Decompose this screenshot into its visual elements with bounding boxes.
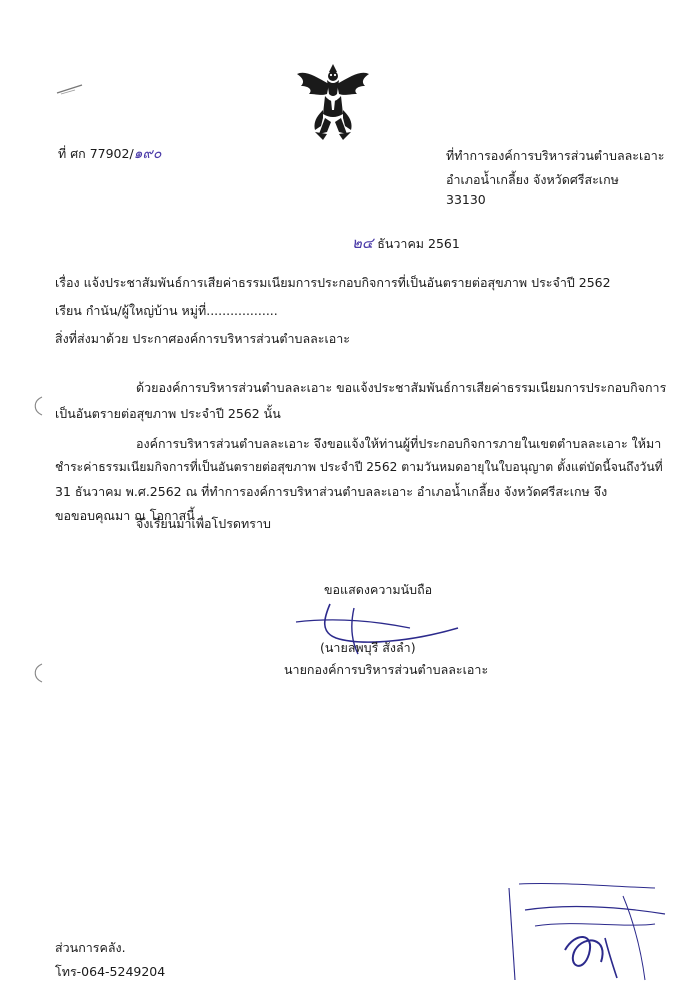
phone-number: โทร-064-5249204 [55,964,166,979]
recipient-line: เรียน กำนัน/ผู้ใหญ่บ้าน หมู่ที่.................. [55,303,278,318]
body-paragraph1-line2: เป็นอันตรายต่อสุขภาพ ประจำปี 2562 นั้น [55,406,281,421]
office-postcode: 33130 [446,192,486,207]
date-day-handwritten: ๒๔ [352,234,374,252]
initials-signature-icon [505,880,675,985]
signer-name: (นายลพบุรี สังลำ) [320,640,416,655]
subject-line: เรื่อง แจ้งประชาสัมพันธ์การเสียค่าธรรมเนียมการประกอบกิจการที่เป็นอันตรายต่อสุขภาพ ประจำปี 2562 [55,275,611,290]
punch-mark-lower [30,662,46,684]
document-date [352,231,460,255]
department-name: ส่วนการคลัง. [55,940,126,955]
reference-number [58,143,161,165]
body-paragraph2-line1: องค์การบริหารส่วนตำบลละเอาะ จึงขอแจ้งให้ท่านผู้ที่ประกอบกิจการภายในเขตตำบลละเอาะ ให้มา [136,436,662,451]
punch-mark-upper [30,395,46,417]
scan-mark-top-left [55,82,85,96]
reference-handwritten-number: ๑๙๐ [133,146,162,162]
body-paragraph2-line2: ชำระค่าธรรมเนียมกิจการที่เป็นอันตรายต่อสุขภาพ ประจำปี 2562 ตามวันหมดอายุในใบอนุญาต ตั้งแต่บัดนี้จนถึงวันที่ [55,460,663,474]
office-address-line1: ที่ทำการองค์การบริหารส่วนตำบลละเอาะ [446,148,665,163]
closing-salutation: ขอแสดงความนับถือ [324,582,433,597]
body-paragraph2-line3: 31 ธันวาคม พ.ศ.2562 ณ ที่ทำการองค์การบริหาส่วนตำบลละเอาะ อำเภอน้ำเกลี้ยง จังหวัดศรีสะเกษ จึง [55,484,608,499]
garuda-emblem-icon [293,60,373,142]
reference-prefix: ที่ ศก 77902/ [58,146,134,161]
signer-title: นายกองค์การบริหารส่วนตำบลละเอาะ [284,662,489,677]
body-paragraph2-line4: ขอขอบคุณมา ณ โอกาสนี้ [55,508,195,523]
body-paragraph1-line1: ด้วยองค์การบริหารส่วนตำบลละเอาะ ขอแจ้งประชาสัมพันธ์การเสียค่าธรรมเนียมการประกอบกิจการ [136,380,667,395]
enclosure-line: สิ่งที่ส่งมาด้วย ประกาศองค์การบริหารส่วนตำบลละเอาะ [55,331,350,346]
closing-request: จึงเรียนมาเพื่อโปรดทราบ [136,516,271,531]
date-month-year: ธันวาคม 2561 [377,236,460,251]
office-address-line2: อำเภอน้ำเกลี้ยง จังหวัดศรีสะเกษ [446,172,619,187]
